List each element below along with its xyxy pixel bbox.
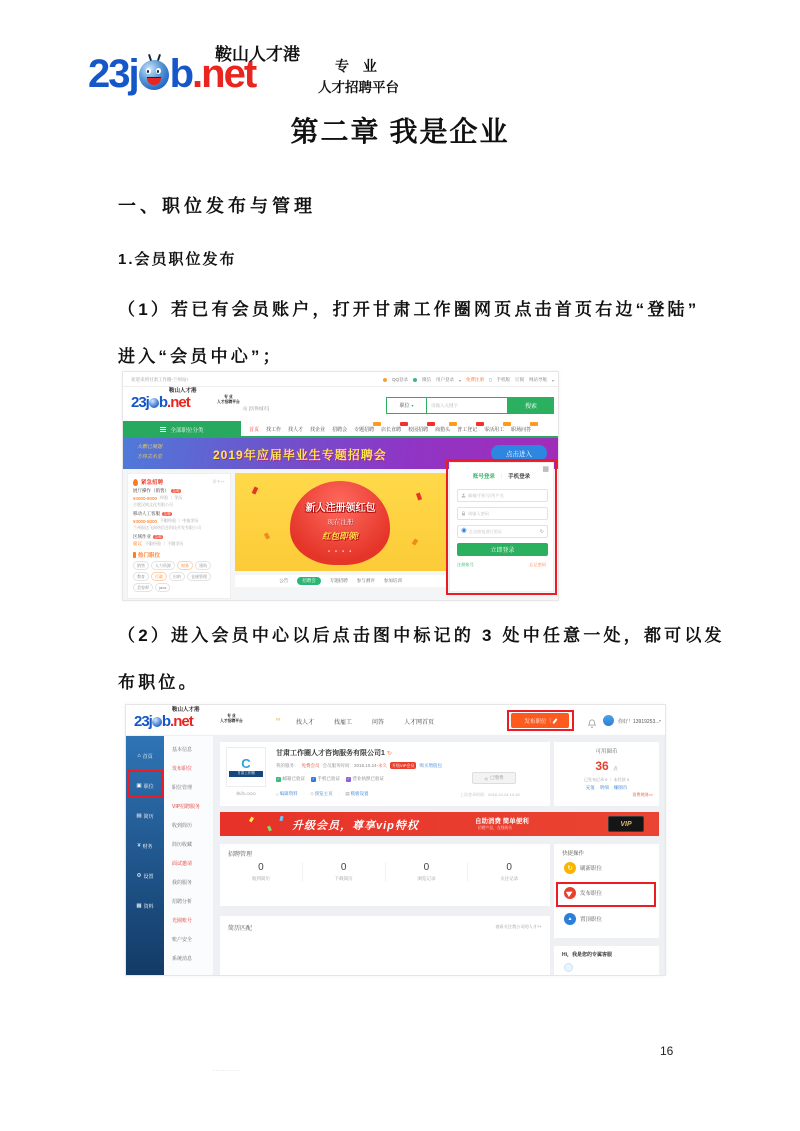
logo-brand: 鞍山人才港 <box>172 707 200 713</box>
chapter-title: 第二章 我是企业 <box>290 117 510 148</box>
view-followers-link[interactable]: 查看关注我公司的人才++ <box>495 924 542 929</box>
all-categories-button[interactable]: 全部职位分类 <box>123 421 241 438</box>
earn-coins-link[interactable]: 赚圈币 <box>613 785 628 790</box>
submenu-interview-invite[interactable]: 面试邀请 <box>172 861 193 867</box>
hot-tag[interactable]: 建筑 <box>195 561 211 570</box>
hot-tag[interactable]: 财务 <box>177 561 193 570</box>
money-icon: ¥ <box>137 843 141 849</box>
doc-logo <box>88 40 418 106</box>
urgent-jobs-card <box>127 473 231 599</box>
nav-item-campus[interactable]: 校园招聘 <box>408 426 428 433</box>
logo-text-net: .net <box>170 713 193 730</box>
search-input[interactable]: 请输入关键字 <box>426 397 508 414</box>
urgent-badge: 急聘 <box>163 511 171 516</box>
briefcase-icon: ▣ <box>136 783 142 789</box>
caret-down-icon: ▾ <box>458 377 461 383</box>
logo-smiley-icon <box>139 60 169 90</box>
red-packet-promo[interactable] <box>235 473 446 571</box>
folder-icon: ▦ <box>136 903 142 909</box>
submenu-received-resumes[interactable]: 收到简历 <box>172 823 193 829</box>
password-input[interactable]: 请输入密码 <box>457 507 548 520</box>
hot-tag[interactable]: 美容师 <box>133 583 153 592</box>
logo-text-23j: 23j <box>131 394 149 411</box>
job-salary: ¥4000-8000 <box>133 495 158 501</box>
hot-badge <box>427 422 435 426</box>
home-icon: ⌂ <box>137 753 141 759</box>
caret-down-icon: ▾ <box>551 377 554 383</box>
nav-item-qa[interactable]: 职场问答 <box>511 426 531 433</box>
quick-publish-job[interactable]: 发布职位 <box>564 887 602 899</box>
tab-job-fair[interactable]: 招聘会 <box>297 577 321 585</box>
banner-slogan: 大鹏已展翅 方得去名堂 <box>137 444 163 460</box>
buy-addon-link[interactable]: 购买增值包 <box>419 762 442 768</box>
promo-register-now[interactable]: 现在注册 <box>327 519 354 526</box>
submenu-vip-service[interactable]: VIP招聘服务 <box>172 804 201 810</box>
submenu-my-services[interactable]: 我的服务 <box>172 880 193 886</box>
logo-tagline <box>318 56 399 96</box>
vip-banner-title: 升级会员，尊享vip特权 <box>292 820 419 832</box>
tab-account-login[interactable]: 账号登录 <box>472 474 495 480</box>
login-submit-button[interactable]: 立即登录 <box>457 543 548 556</box>
service-forever: 永久 <box>378 762 388 768</box>
nav-item-companies[interactable]: 找企业 <box>310 427 326 433</box>
member-submenu <box>164 736 214 976</box>
divider: ｜ <box>301 791 307 796</box>
stat-received-resumes[interactable] <box>220 862 303 882</box>
screenshot-homepage <box>122 371 559 601</box>
job-title[interactable]: 区域作业 <box>133 534 151 539</box>
bookmark-icon <box>133 552 136 558</box>
screenshot-member-center <box>125 704 666 976</box>
vip-banner-sub1: 自助消费 简单便利 <box>475 818 529 825</box>
member-header <box>126 705 666 736</box>
coins-card <box>554 742 659 806</box>
homepage-topbar <box>123 374 559 387</box>
sidebar-item-finance[interactable]: ¥ 财务 <box>137 843 153 850</box>
coins-unit: 点 <box>613 766 618 771</box>
logo-brand: 鞍山人才港 <box>169 388 197 394</box>
confetti <box>279 816 283 822</box>
urgent-badge: 急聘 <box>172 488 180 493</box>
tab-special[interactable]: 专题招聘 <box>329 578 348 583</box>
manage-title: 招聘管理 <box>228 852 253 858</box>
verified-email: 邮箱已验证 <box>282 776 305 781</box>
license-verified-icon: ✓ <box>347 776 350 781</box>
hot-tag[interactable]: 出纳 <box>169 572 185 581</box>
topbar-link-register[interactable]: 免费注册 <box>466 377 484 382</box>
hot-tag[interactable]: 人力资源 <box>151 561 175 570</box>
last-login-time: 上次登录时间：2018-10-24 14:18 <box>460 792 520 797</box>
logo-tagline: 专 业 人才招聘平台 <box>220 714 243 723</box>
submenu-job-manage[interactable]: 职位管理 <box>172 785 193 791</box>
member-nav-home[interactable]: 人才网首页 <box>404 720 435 726</box>
homepage-logo <box>131 388 240 411</box>
topbar-link-qq[interactable]: QQ登录 <box>391 377 408 382</box>
logo-smiley-icon <box>152 717 162 727</box>
logo-text-b: b <box>161 713 171 730</box>
member-sidebar <box>126 736 164 976</box>
promo-headline: 新人注册领红包 <box>305 503 376 514</box>
service-label: 我的服务： <box>276 762 299 768</box>
refresh-icon[interactable]: ↻ <box>539 528 544 535</box>
sidebar-item-resumes[interactable]: ▤ 简历 <box>136 813 154 820</box>
person-icon: ○ <box>276 791 279 797</box>
forgot-password-link[interactable]: 忘记密码 <box>529 562 546 567</box>
submenu-publish-job[interactable]: 发布职位 <box>172 766 193 772</box>
customer-service-card <box>554 946 659 976</box>
link-icon: ∞ <box>276 717 281 723</box>
job-meta: 不限经验 ｜ 中技学历 <box>160 518 199 523</box>
verified-license: 营业执照已验证 <box>352 776 384 781</box>
job-company: 兰州银达飞网络信息科技开发有限公司 <box>133 525 201 530</box>
topbar-link-sitemap[interactable]: 网站导航 <box>528 377 547 382</box>
template-settings-link[interactable]: 模板设置 <box>350 791 369 796</box>
phone-verified-icon: ✓ <box>312 776 315 781</box>
logo-brand: 鞍山人才港 <box>215 45 300 64</box>
verify-target-icon: ◉ <box>461 527 467 535</box>
topbar-link-mobile[interactable]: 手机版 <box>496 377 510 382</box>
recharge-link[interactable]: 充值 <box>585 785 595 790</box>
nav-item-job-fair[interactable]: 招聘会 <box>332 427 348 433</box>
refresh-icon: ↻ <box>564 862 576 874</box>
quick-title: 快捷操作 <box>562 851 585 857</box>
hot-badge <box>400 422 408 426</box>
job-listing[interactable] <box>133 511 225 531</box>
member-nav-workers[interactable]: 找雇工 <box>334 720 353 726</box>
logo-text-net: .net <box>192 52 256 96</box>
welcome-text: 欢迎来到甘肃工作圈-兰州站! <box>131 377 188 382</box>
person-icon <box>461 493 466 498</box>
search-bar <box>386 397 554 414</box>
tab-announcements[interactable]: 公告 <box>279 578 289 583</box>
job-meta: 不限经验 ｜ 不限学历 <box>145 541 184 546</box>
job-title[interactable]: 移动人工客服 <box>133 511 160 516</box>
job-meta: 经验 ｜ 学历 <box>160 495 183 500</box>
resume-match-card <box>220 916 550 976</box>
sidebar-item-profile[interactable]: ▦ 资料 <box>136 903 154 910</box>
refresh-icon[interactable]: ↻ <box>386 750 392 757</box>
homepage-navbar <box>123 421 559 438</box>
search-category-select[interactable]: 职位 ▾ <box>386 397 426 414</box>
stat-value: 0 <box>340 862 347 873</box>
qq-icon <box>383 378 387 382</box>
logo-tagline: 专 业 人才招聘平台 <box>217 395 240 404</box>
nav-item-worker-reg[interactable]: 普工登记 <box>457 426 477 433</box>
spend-rules-link[interactable]: 消费规则>> <box>632 792 653 797</box>
member-logo <box>134 707 243 730</box>
phone-icon: ▯ <box>489 377 492 382</box>
topbar-link-wechat[interactable]: 微信 <box>421 377 431 382</box>
nav-item-talents[interactable]: 找人才 <box>288 427 304 433</box>
search-button[interactable]: 搜索 <box>508 397 554 414</box>
caret-down-icon: ▾ <box>411 403 414 408</box>
banner-enter-button[interactable]: 点击进入 <box>491 445 547 461</box>
topbar-link-user-login[interactable]: 用户登录 <box>435 377 454 382</box>
lock-icon <box>461 511 466 516</box>
publish-job-button[interactable]: 发布职位 | <box>511 713 569 728</box>
paragraph1-line1: （1）若已有会员账户，打开甘肃工作圈网页点击首页右边“登陆” <box>118 300 700 319</box>
match-title: 简历匹配 <box>228 926 253 932</box>
coins-value-row <box>554 757 659 775</box>
verified-phone: 手机已验证 <box>317 776 340 781</box>
hot-tag[interactable]: 行政 <box>151 572 167 581</box>
divider: ｜ <box>336 791 342 796</box>
tab-training[interactable]: 参加培训 <box>383 578 402 583</box>
edit-profile-link[interactable]: 编辑资料 <box>279 791 298 796</box>
submenu-system-message[interactable]: 系统消息 <box>172 956 193 962</box>
nav-item-gig-work[interactable]: 零活用工 <box>484 426 504 433</box>
logo-tagline-top: 专 业 <box>335 58 382 74</box>
member-nav-qa[interactable]: 问答 <box>372 720 385 726</box>
notification-bell-icon[interactable] <box>588 715 596 733</box>
submenu-account-security[interactable]: 账户安全 <box>172 937 193 943</box>
flame-icon <box>133 479 138 486</box>
logo-tagline-bottom: 人才招聘平台 <box>318 80 399 95</box>
logo-text-b: b <box>158 394 168 411</box>
quick-refresh-job[interactable]: ↻ 刷新职位 <box>564 862 602 874</box>
company-logo <box>226 747 266 787</box>
page-number: 16 <box>660 1044 674 1058</box>
register-link[interactable]: 注册账号 <box>457 562 474 567</box>
nav-item-direct-hire[interactable]: 店长直聘 <box>381 426 401 433</box>
gear-icon: ⚙ <box>136 873 142 879</box>
new-badge <box>530 422 538 426</box>
section-heading: 一、职位发布与管理 <box>118 196 316 216</box>
paragraph2-line2: 布职位。 <box>118 673 199 692</box>
nav-item-home[interactable]: 首页 <box>249 427 260 433</box>
job-company: 合肥汉典文化有限公司 <box>133 502 173 507</box>
nav-item-jobs[interactable]: 找工作 <box>266 427 282 433</box>
sidebar-item-jobs[interactable]: ▣ 职位 <box>136 783 154 790</box>
tab-assessment[interactable]: 参与测评 <box>356 578 375 583</box>
confetti <box>267 826 272 832</box>
new-badge <box>373 422 381 426</box>
stat-label: 收到简历 <box>251 876 270 881</box>
city-switcher[interactable]: 站 [切换城市] <box>243 406 270 411</box>
job-listing[interactable] <box>133 488 225 508</box>
topbar-link-subscribe[interactable]: 订阅 <box>514 377 524 382</box>
username-input[interactable]: 邮箱/手机号/用户名 <box>457 489 548 502</box>
stat-label: 下载简历 <box>334 876 353 881</box>
coins-stats: 已发布记录 0 ｜ 未付款 0 <box>584 777 629 782</box>
submenu-basic-info[interactable]: 基本信息 <box>172 747 193 753</box>
stat-downloaded-resumes[interactable] <box>303 862 386 882</box>
hot-tag[interactable]: 教育 <box>133 572 149 581</box>
paid-status-button[interactable]: ◎ 已缴费 <box>472 772 516 784</box>
company-name: 甘肃工作圈人才咨询服务有限公司1 <box>276 750 385 757</box>
avatar[interactable] <box>603 715 614 726</box>
job-salary: ¥3000-5000 <box>133 518 158 524</box>
job-listing[interactable] <box>133 534 225 547</box>
company-card <box>220 742 550 806</box>
divider: │ <box>499 473 504 479</box>
stat-label: 浏览记录 <box>417 876 436 881</box>
submenu-halo-account[interactable]: 光圈账号 <box>172 918 193 924</box>
hot-tag[interactable]: 仓储管理 <box>187 572 211 581</box>
wechat-icon <box>413 378 417 382</box>
job-salary: 面议 <box>133 541 142 546</box>
nav-item-headhunter[interactable]: 商猎头 <box>435 426 450 433</box>
member-nav-talents[interactable]: 找人才 <box>296 720 315 726</box>
service-type: 免费会员 <box>301 762 320 768</box>
hot-tag[interactable]: java <box>155 583 170 592</box>
submenu-recruit-analysis[interactable]: 招聘分析 <box>172 899 193 905</box>
promo-subline: 红包即领! <box>322 531 359 541</box>
confetti <box>252 486 259 494</box>
logo-text-b: b <box>169 52 193 96</box>
hot-badge <box>476 422 484 426</box>
vip-upgrade-banner[interactable] <box>220 812 659 836</box>
hot-tag[interactable]: 销售 <box>133 561 149 570</box>
company-logo-mark: C <box>241 756 251 772</box>
document-icon: ▤ <box>136 813 142 819</box>
banner-title: 2019年应届毕业生专题招聘会 <box>213 448 387 462</box>
logo-text-23j: 23j <box>88 52 138 96</box>
detail-link[interactable]: 明细 <box>599 785 609 790</box>
logo-smiley-icon <box>149 398 159 408</box>
stat-label: 关注记录 <box>500 876 519 881</box>
urgent-title: 紧急招聘 <box>141 480 164 486</box>
job-title[interactable]: 展厅操作（销售） <box>133 488 169 493</box>
stat-follow-records[interactable] <box>468 862 550 882</box>
stat-value: 0 <box>258 862 264 873</box>
paper-plane-icon <box>564 887 576 899</box>
coins-title: 可用圈币 <box>595 749 618 755</box>
menu-icon <box>160 427 166 428</box>
promo-tabs <box>235 575 446 587</box>
template-icon: ▤ <box>345 791 350 796</box>
pencil-icon <box>552 718 557 724</box>
new-badge <box>503 422 511 426</box>
hot-jobs-title: 热门职位 <box>138 553 161 559</box>
vip-card-icon: VIP <box>608 816 644 832</box>
stat-value: 0 <box>423 862 430 873</box>
captcha-verify[interactable]: ◉ 点击按钮进行验证 ↻ <box>457 525 548 538</box>
footer-dots: ········· <box>213 1068 240 1074</box>
vip-banner-sub2: 招聘产品，在线购买 <box>478 826 513 830</box>
paragraph1-line2: 进入“会员中心”； <box>118 347 283 366</box>
email-verified-icon: ✓ <box>277 776 280 781</box>
tab-phone-login[interactable]: 手机登录 <box>508 474 531 480</box>
urgent-badge: 急聘 <box>154 534 162 539</box>
recruit-manage-card <box>220 844 550 906</box>
divider: | <box>549 717 551 724</box>
paragraph2-line1: （2）进入会员中心以后点击图中标记的 3 处中任意一处，都可以发 <box>118 626 725 645</box>
user-greeting[interactable]: 你好！13919253... <box>618 719 660 725</box>
sidebar-item-settings[interactable]: ⚙ 设置 <box>136 873 154 880</box>
subsection-heading: 1.会员职位发布 <box>118 251 237 268</box>
service-title: Hi，我是您的专属客服 <box>562 952 613 958</box>
carousel-dots[interactable]: ● ● ● ● <box>327 549 354 553</box>
upgrade-vip-badge[interactable]: 升级VIP会员 <box>392 762 415 768</box>
more-link[interactable]: 更多++ <box>212 479 225 484</box>
edit-logo-link[interactable]: 修改LOGO <box>236 791 256 796</box>
preview-icon: ◇ <box>310 791 314 796</box>
new-badge <box>449 422 457 426</box>
camera-icon: ◎ <box>484 775 488 781</box>
stat-view-records[interactable] <box>386 862 469 882</box>
quick-actions-card <box>554 844 659 938</box>
stat-value: 0 <box>506 862 512 873</box>
sidebar-item-home[interactable]: ⌂ 首页 <box>137 753 153 760</box>
coins-value: 36 <box>595 759 609 773</box>
service-time: 会员服务时间：2018.10.24- <box>322 762 379 768</box>
qr-code-icon[interactable]: ▦ <box>542 466 549 473</box>
confetti <box>249 817 254 823</box>
login-panel <box>449 462 554 592</box>
arrow-up-icon: ▲ <box>564 913 576 925</box>
quick-top-job[interactable]: ▲ 置顶职位 <box>564 913 602 925</box>
logo-text-net: .net <box>167 394 190 411</box>
caret-down-icon: ▾ <box>659 718 662 723</box>
submenu-resume-favorites[interactable]: 简历收藏 <box>172 842 193 848</box>
nav-item-special[interactable]: 专题招聘 <box>354 426 374 433</box>
company-logo-text: 甘肃工作圈 <box>229 771 263 777</box>
service-avatar <box>564 963 573 972</box>
preview-home-link[interactable]: 预览主页 <box>314 791 333 796</box>
logo-text-23j: 23j <box>134 713 152 730</box>
